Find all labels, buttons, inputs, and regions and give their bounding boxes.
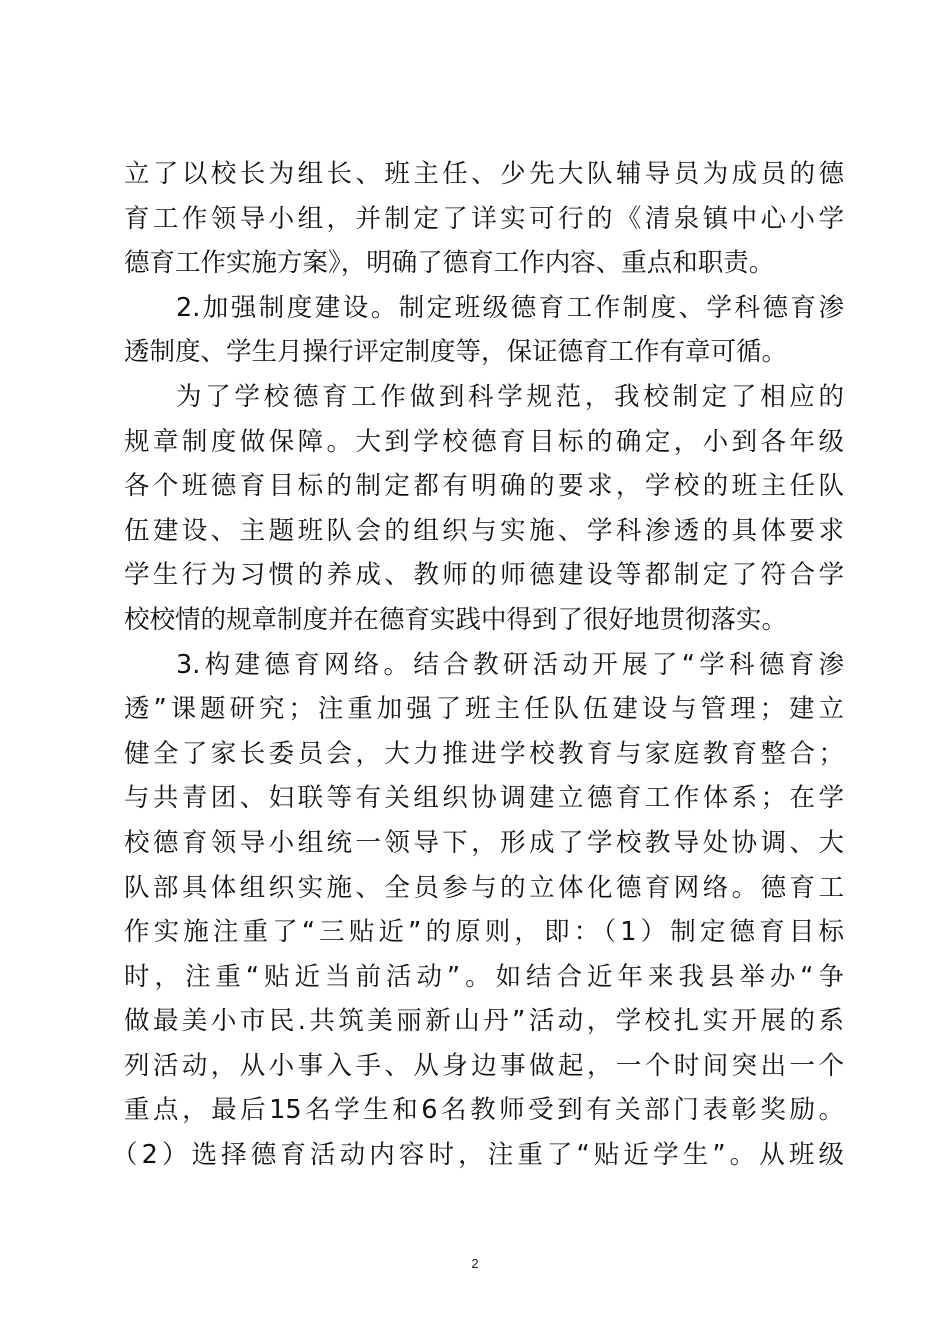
- text-line: 做最美小市民.共筑美丽新山丹”活动，学校扎实开展的系: [124, 1006, 844, 1037]
- paragraph-moral-network: [112, 643, 844, 1178]
- text-line: 立了以校长为组长、班主任、少先大队辅导员为成员的德: [124, 159, 844, 189]
- text-line: 与共青团、妇联等有关组织协调建立德育工作体系；在学: [124, 783, 844, 814]
- text-line: 2.加强制度建设。制定班级德育工作制度、学科德育渗: [176, 292, 844, 323]
- text-line: 各个班德育目标的制定都有明确的要求，学校的班主任队: [124, 471, 844, 502]
- text-line: 列活动，从小事入手、从身边事做起，一个时间突出一个: [124, 1050, 844, 1081]
- text-line: 健全了家长委员会，大力推进学校教育与家庭教育整合；: [124, 738, 844, 769]
- text-line: （2）选择德育活动内容时，注重了“贴近学生”。从班级: [112, 1140, 844, 1171]
- text-line: 作实施注重了“三贴近”的原则，即：（1）制定德育目标: [124, 917, 844, 948]
- text-line: 时，注重“贴近当前活动”。如结合近年来我县举办“争: [124, 961, 844, 992]
- text-line: 德育工作实施方案》，明确了德育工作内容、重点和职责。: [124, 248, 775, 279]
- text-line: 规章制度做保障。大到学校德育目标的确定，小到各年级: [124, 426, 844, 457]
- text-line: 3.构建德育网络。结合教研活动开展了“学科德育渗: [176, 649, 844, 680]
- text-line: 为了学校德育工作做到科学规范，我校制定了相应的: [176, 381, 844, 412]
- text-line: 透制度、学生月操行评定制度等，保证德育工作有章可循。: [124, 337, 788, 368]
- text-line: 队部具体组织实施、全员参与的立体化德育网络。德育工: [124, 872, 844, 903]
- body-text: [112, 152, 844, 1178]
- page-number: 2: [471, 1256, 479, 1271]
- text-line: 校德育领导小组统一领导下，形成了学校教导处协调、大: [124, 827, 844, 858]
- text-line: 重点，最后15名学生和6名教师受到有关部门表彰奖励。: [124, 1095, 844, 1126]
- text-line: 校校情的规章制度并在德育实践中得到了很好地贯彻落实。: [124, 604, 788, 635]
- paragraph-continuation: [124, 152, 844, 286]
- text-line: 学生行为习惯的养成、教师的师德建设等都制定了符合学: [124, 560, 844, 591]
- paragraph-system-building: [124, 286, 844, 375]
- text-line: 育工作领导小组，并制定了详实可行的《清泉镇中心小学: [124, 203, 844, 234]
- text-line: 伍建设、主题班队会的组织与实施、学科渗透的具体要求: [124, 515, 844, 546]
- paragraph-regulations: [124, 375, 844, 643]
- text-line: 透”课题研究；注重加强了班主任队伍建设与管理；建立: [124, 694, 844, 725]
